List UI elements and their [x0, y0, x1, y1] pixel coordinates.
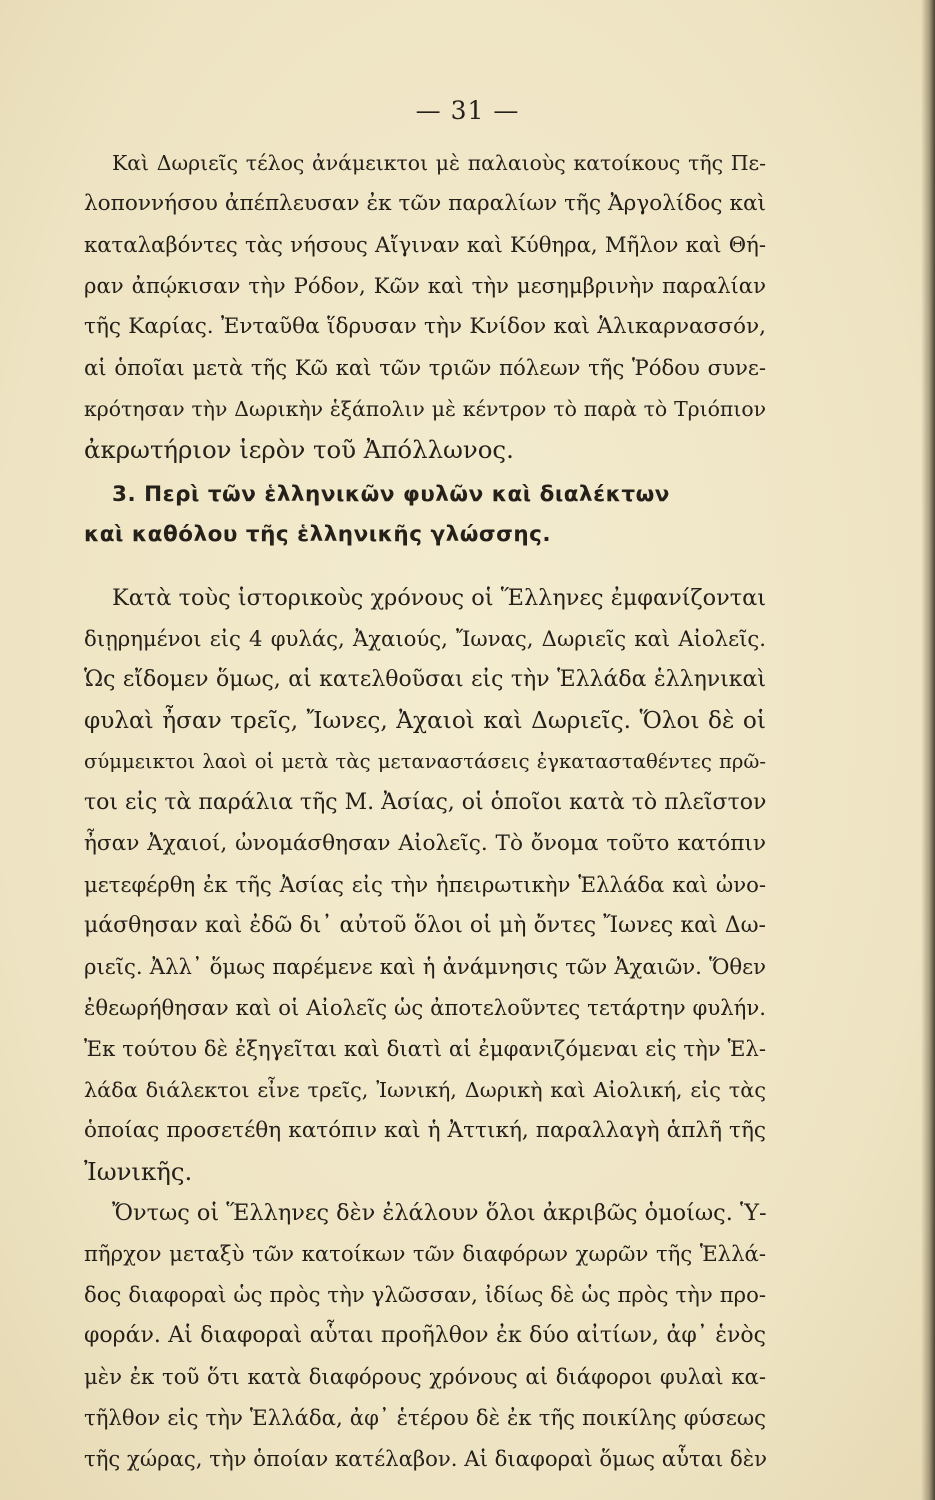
section-heading-line: καὶ καθόλου τῆς ἑλληνικῆς γλώσσης. — [84, 522, 552, 547]
paragraph-line: φυλαὶ ἦσαν τρεῖς, Ἴωνες, Ἀχαιοὶ καὶ Δωριεῖς. Ὅλοι δὲ οἱ — [84, 707, 766, 734]
paragraph-line: μὲν ἐκ τοῦ ὅτι κατὰ διαφόρους χρόνους αἱ διάφοροι φυλαὶ κα- — [84, 1364, 766, 1389]
paragraph-line: φοράν. Αἱ διαφοραὶ αὗται προῆλθον ἐκ δύο αἰτίων, ἀφ᾽ ἑνὸς — [84, 1323, 766, 1348]
paragraph-line: διῃρημένοι εἰς 4 φυλάς, Ἀχαιούς, Ἴωνας, Δωριεῖς καὶ Αἰολεῖς. — [84, 626, 766, 651]
paragraph-line: δος διαφοραὶ ὡς πρὸς τὴν γλῶσσαν, ἰδίως δὲ ὡς πρὸς τὴν προ- — [84, 1282, 766, 1307]
paragraph-line: Καὶ Δωριεῖς τέλος ἀνάμεικτοι μὲ παλαιοὺς κατοίκους τῆς Πε- — [112, 151, 766, 175]
paragraph-line: αἱ ὁποῖαι μετὰ τῆς Κῶ καὶ τῶν τριῶν πόλεων τῆς Ῥόδου συνε- — [84, 355, 766, 380]
paragraph-line: καταλαβόντες τὰς νήσους Αἴγιναν καὶ Κύθηρα, Μῆλον καὶ Θή- — [84, 232, 766, 257]
paragraph-line: Κατὰ τοὺς ἱστορικοὺς χρόνους οἱ Ἕλληνες ἐμφανίζονται — [112, 585, 766, 611]
paragraph-line: τῆς Καρίας. Ἐνταῦθα ἵδρυσαν τὴν Κνίδον καὶ Ἁλικαρνασσόν, — [84, 314, 766, 339]
page-edge-shadow — [921, 0, 935, 1500]
paragraph-line: λοποννήσου ἀπέπλευσαν ἐκ τῶν παραλίων τῆς Ἀργολίδος καὶ — [84, 191, 766, 216]
paragraph-line: μετεφέρθη ἐκ τῆς Ἀσίας εἰς τὴν ἠπειρωτικὴν Ἑλλάδα καὶ ὠνο- — [84, 872, 766, 897]
paragraph-line: Ἰωνικῆς. — [84, 1157, 193, 1186]
paragraph-line: κρότησαν τὴν Δωρικὴν ἑξάπολιν μὲ κέντρον τὸ παρὰ τὸ Τριόπιον — [84, 397, 766, 421]
page-number: — 31 — — [415, 96, 520, 125]
section-heading-line: 3. Περὶ τῶν ἑλληνικῶν φυλῶν καὶ διαλέκτων — [112, 482, 670, 507]
paragraph-line: ἐθεωρήθησαν καὶ οἱ Αἰολεῖς ὡς ἀποτελοῦντες τετάρτην φυλήν. — [84, 995, 766, 1020]
paragraph-line: ριεῖς. Ἀλλ᾽ ὅμως παρέμενε καὶ ἡ ἀνάμνησις τῶν Ἀχαιῶν. Ὅθεν — [84, 954, 766, 979]
paragraph-line: ὁποίας προσετέθη κατόπιν καὶ ἡ Ἀττική, παραλλαγὴ ἁπλῆ τῆς — [84, 1118, 766, 1143]
paragraph-line: Ἐκ τούτου δὲ ἐξηγεῖται καὶ διατὶ αἱ ἐμφανιζόμεναι εἰς τὴν Ἑλ- — [84, 1036, 766, 1061]
paragraph-line: Ὄντως οἱ Ἕλληνες δὲν ἐλάλουν ὅλοι ἀκριβῶς ὁμοίως. Ὑ- — [112, 1200, 767, 1226]
paragraph-line: τῆς χώρας, τὴν ὁποίαν κατέλαβον. Αἱ διαφοραὶ ὅμως αὗται δὲν — [84, 1446, 768, 1471]
paragraph-line: τῆλθον εἰς τὴν Ἑλλάδα, ἀφ᾽ ἑτέρου δὲ ἐκ τῆς ποικίλης φύσεως — [84, 1405, 766, 1430]
paragraph-line: ἦσαν Ἀχαιοί, ὠνομάσθησαν Αἰολεῖς. Τὸ ὄνομα τοῦτο κατόπιν — [84, 831, 766, 856]
paragraph-line: ραν ἀπῴκισαν τὴν Ρόδον, Κῶν καὶ τὴν μεσημβρινὴν παραλίαν — [84, 273, 766, 298]
paragraph-line: πῆρχον μεταξὺ τῶν κατοίκων τῶν διαφόρων χωρῶν τῆς Ἑλλά- — [84, 1241, 766, 1266]
paragraph-line: σύμμεικτοι λαοὶ οἱ μετὰ τὰς μεταναστάσεις ἐγκατασταθέντες πρῶ- — [84, 750, 766, 773]
paragraph-line: Ὡς εἴδομεν ὅμως, αἱ κατελθοῦσαι εἰς τὴν Ἑλλάδα ἑλληνικαὶ — [84, 667, 766, 692]
paragraph-line: τοι εἰς τὰ παράλια τῆς Μ. Ἀσίας, οἱ ὁποῖοι κατὰ τὸ πλεῖστον — [84, 790, 767, 815]
paragraph-line: μάσθησαν καὶ ἐδῶ δι᾽ αὐτοῦ ὅλοι οἱ μὴ ὄντες Ἴωνες καὶ Δω- — [84, 913, 766, 938]
paragraph-line: ἀκρωτήριον ἱερὸν τοῦ Ἀπόλλωνος. — [84, 435, 514, 464]
paragraph-line: λάδα διάλεκτοι εἶνε τρεῖς, Ἰωνική, Δωρικὴ καὶ Αἰολική, εἰς τὰς — [84, 1078, 766, 1102]
